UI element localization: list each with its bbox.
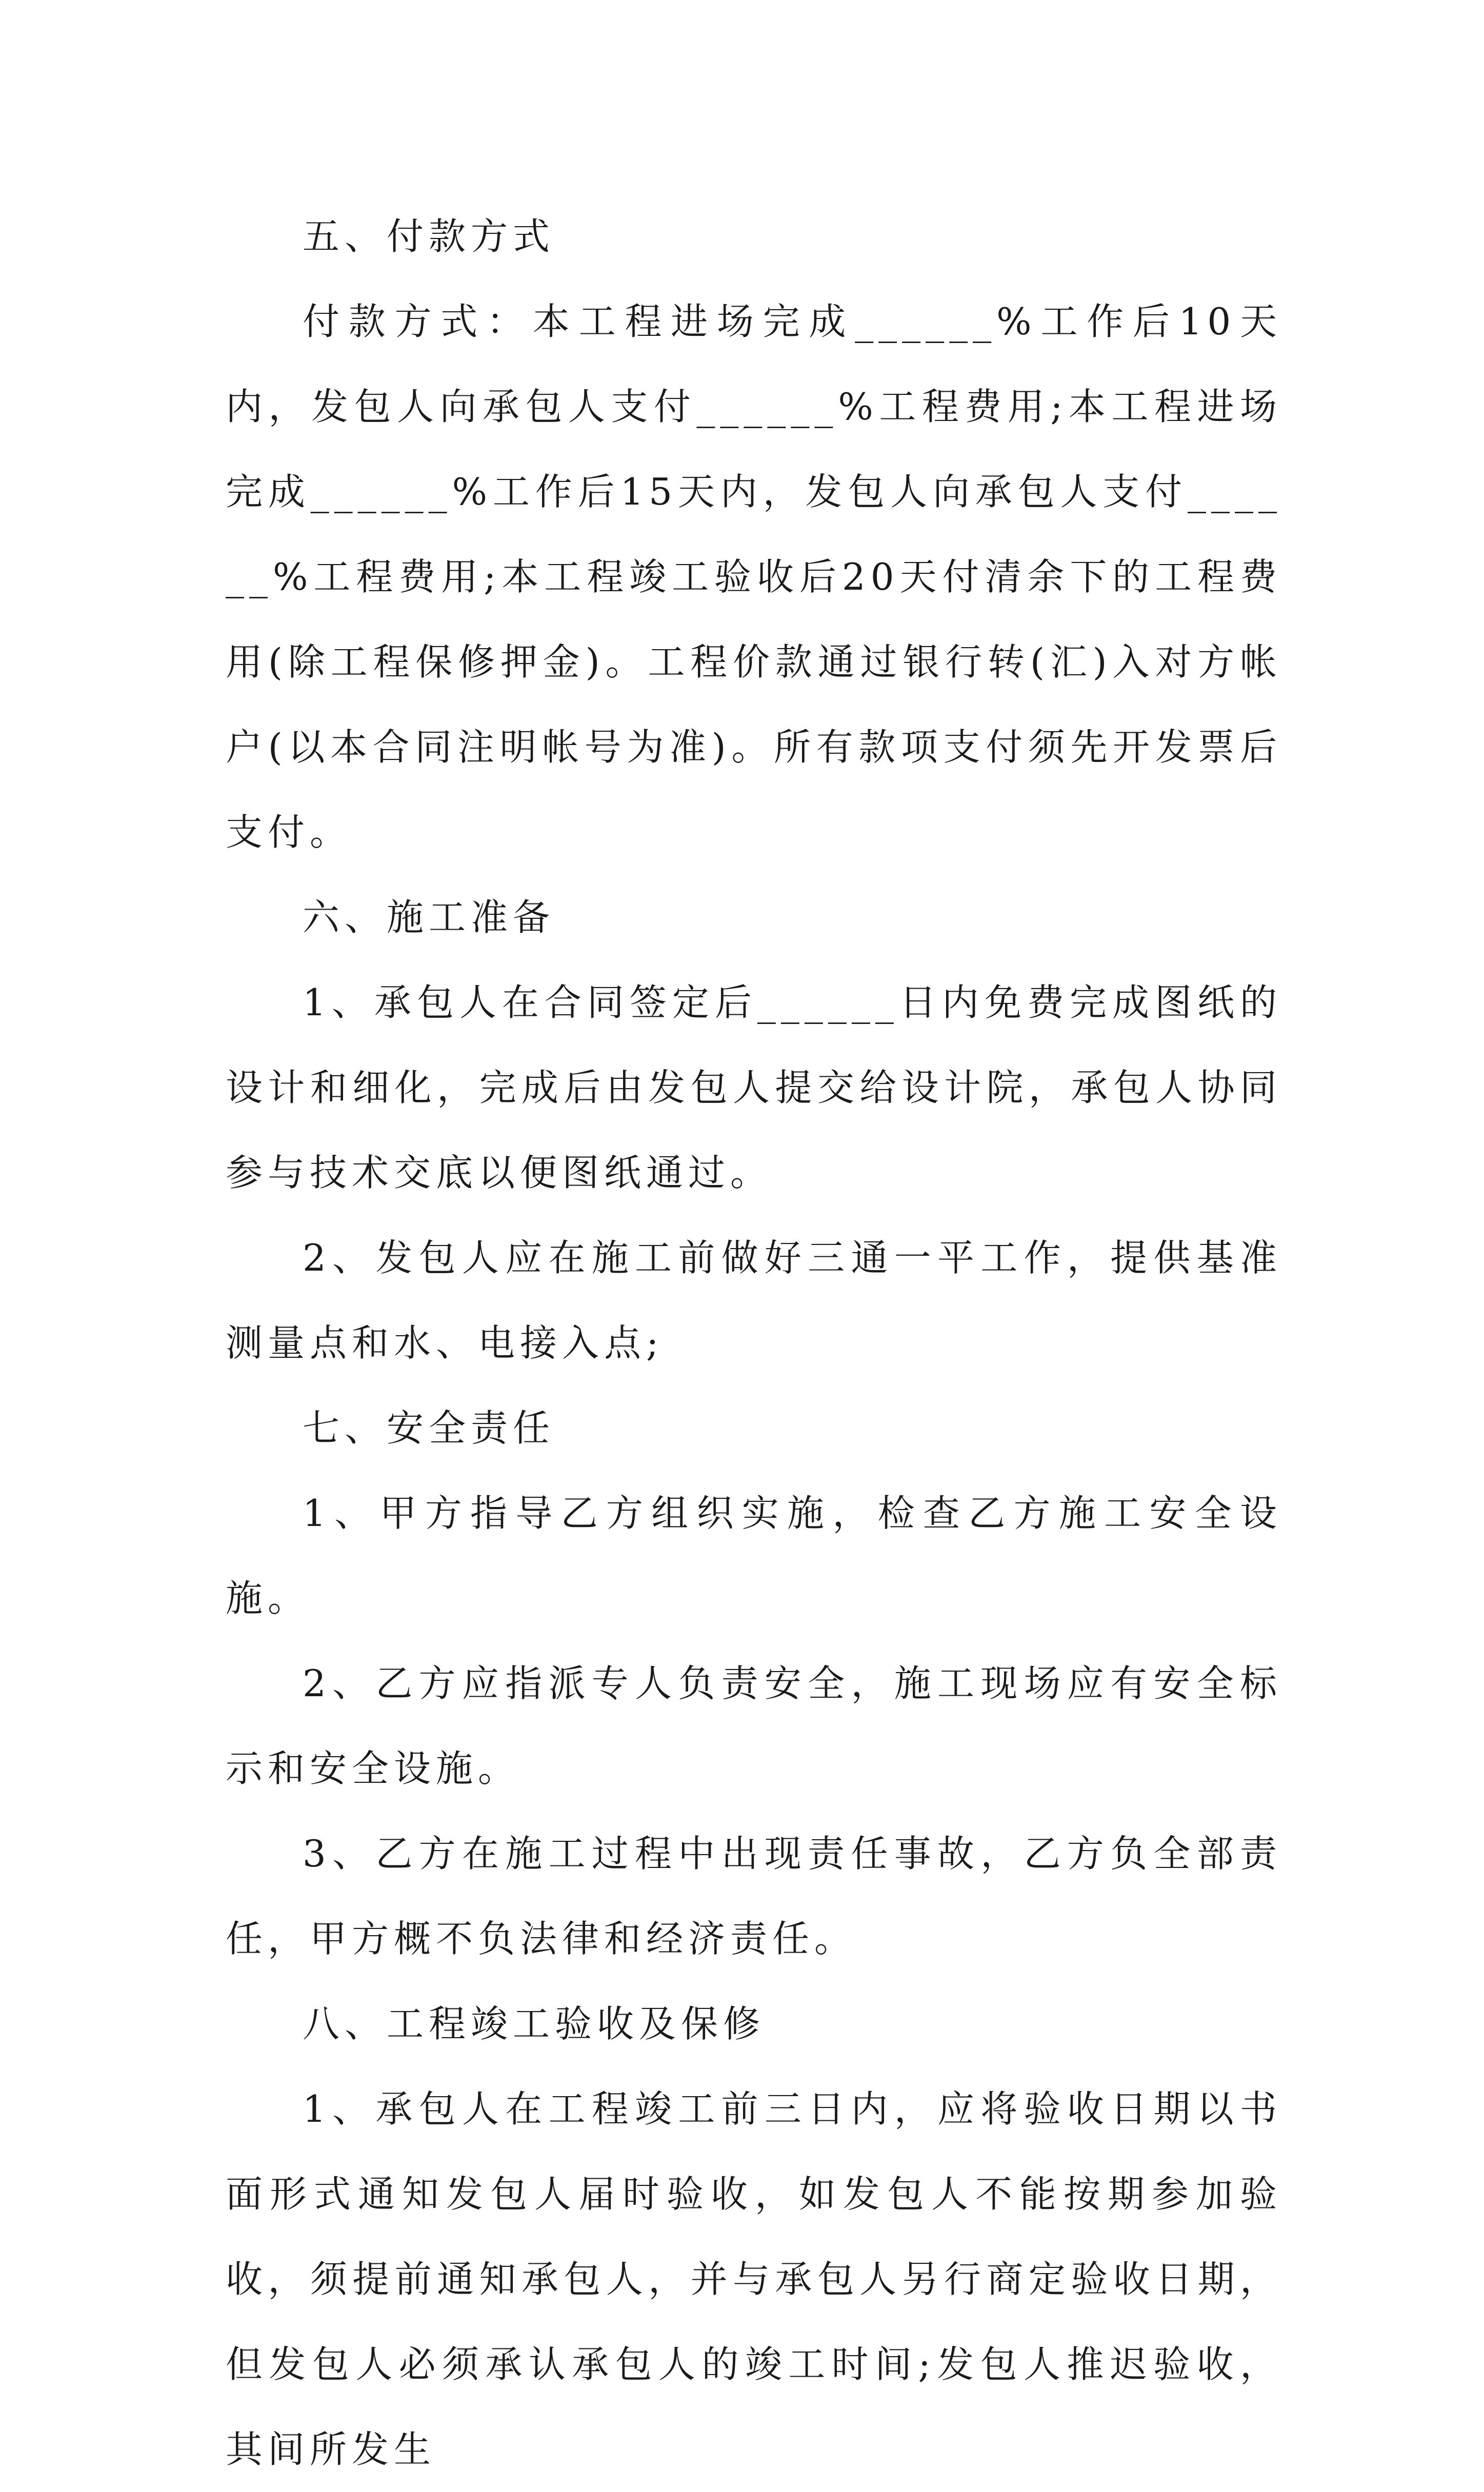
paragraph-acceptance-1: 1、承包人在工程竣工前三日内，应将验收日期以书面形式通知发包人届时验收，如发包人不能按期参加验收，须提前通知承包人，并与承包人另行商定验收日期，但发包人必须承认承包人的竣工时间;发包人推迟验收，其间所发生 xyxy=(226,2087,1282,2471)
paragraph-safety-1: 1、甲方指导乙方组织实施，检查乙方施工安全设施。 xyxy=(226,1492,1282,1620)
section-heading-acceptance: 八、工程竣工验收及保修 xyxy=(303,2002,766,2045)
document-body xyxy=(226,194,1282,2492)
paragraph-safety-3: 3、乙方在施工过程中出现责任事故，乙方负全部责任，甲方概不负法律和经济责任。 xyxy=(226,1832,1282,1960)
paragraph-preparation-1: 1、承包人在合同签定后______日内免费完成图纸的设计和细化，完成后由发包人提交给设计院，承包人协同参与技术交底以便图纸通过。 xyxy=(226,981,1282,1194)
paragraph-safety-2: 2、乙方应指派专人负责安全，施工现场应有安全标示和安全设施。 xyxy=(226,1662,1282,1790)
section-heading-preparation: 六、施工准备 xyxy=(303,896,555,939)
section-heading-safety: 七、安全责任 xyxy=(303,1406,555,1450)
paragraph-preparation-2: 2、发包人应在施工前做好三通一平工作，提供基准测量点和水、电接入点; xyxy=(226,1236,1282,1364)
section-heading-payment: 五、付款方式 xyxy=(303,215,555,258)
paragraph-payment-terms: 付款方式：本工程进场完成______%工作后10天内，发包人向承包人支付______%工程费用;本工程进场完成______%工作后15天内，发包人向承包人支付______%工程费用;本工程竣工验收后20天付清余下的工程费用(除工程保修押金)。工程价款通过银行转(汇)入对方帐户(以本合同注明帐号为准)。所有款项支付须先开发票后支付。 xyxy=(226,300,1282,854)
